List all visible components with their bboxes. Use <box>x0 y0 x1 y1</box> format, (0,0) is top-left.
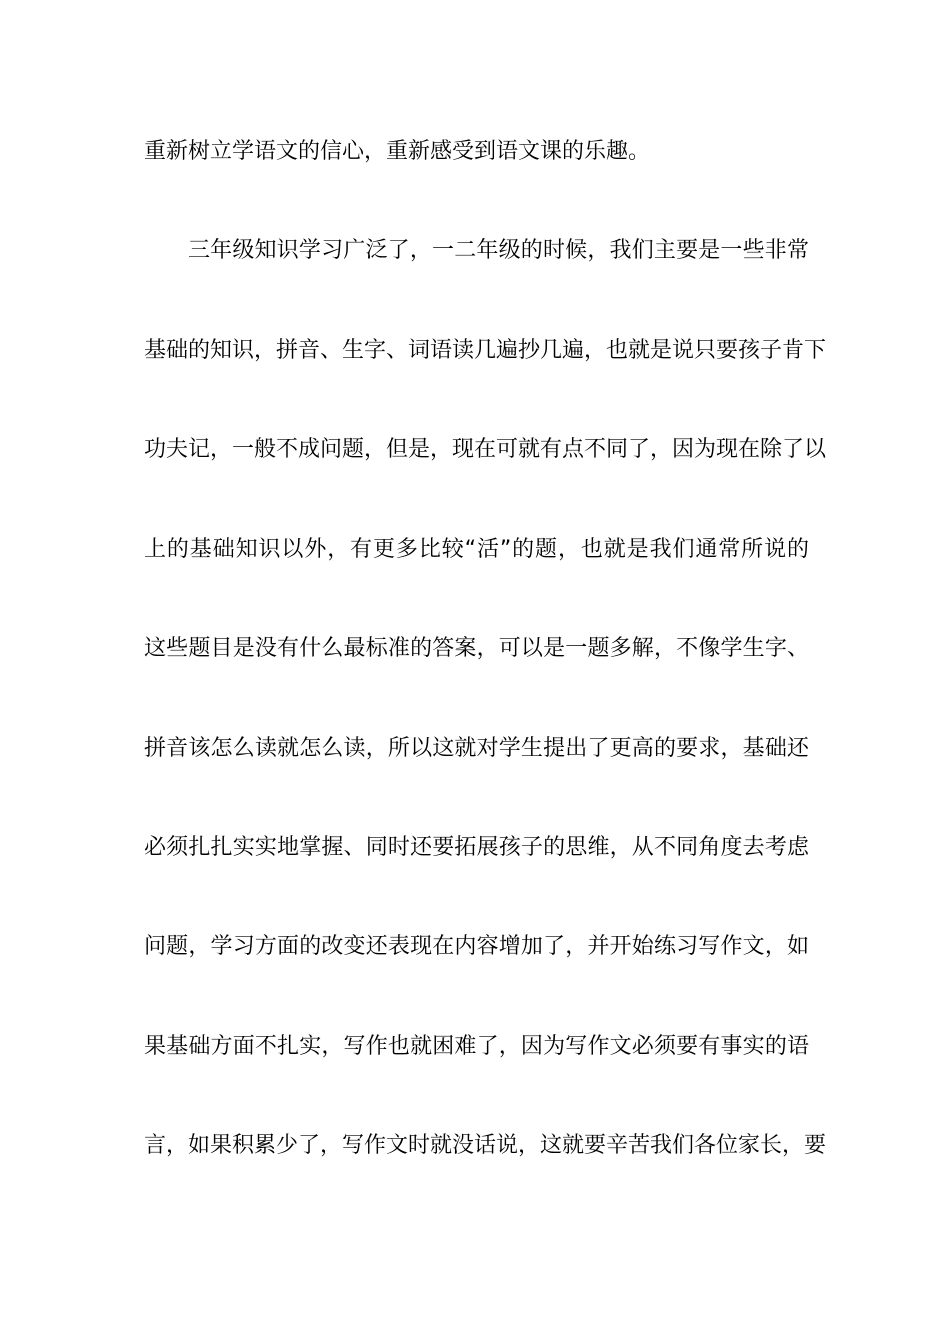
paragraph-line-3: 基础的知识，拼音、生字、词语读几遍抄几遍，也就是说只要孩子肯下 <box>144 338 827 363</box>
paragraph-line-10: 果基础方面不扎实，写作也就困难了，因为写作文必须要有事实的语 <box>144 1034 809 1059</box>
paragraph-line-11: 言，如果积累少了，写作文时就没话说，这就要辛苦我们各位家长，要 <box>144 1133 827 1158</box>
paragraph-line-6: 这些题目是没有什么最标准的答案，可以是一题多解，不像学生字、 <box>144 636 809 661</box>
paragraph-line-4: 功夫记，一般不成问题，但是，现在可就有点不同了，因为现在除了以 <box>144 437 827 462</box>
paragraph-line-9: 问题，学习方面的改变还表现在内容增加了，并开始练习写作文，如 <box>144 934 809 959</box>
paragraph-line-8: 必须扎扎实实地掌握、同时还要拓展孩子的思维，从不同角度去考虑 <box>144 835 809 860</box>
paragraph-line-2: 三年级知识学习广泛了，一二年级的时候，我们主要是一些非常 <box>188 238 809 263</box>
paragraph-line-5: 上的基础知识以外，有更多比较“活”的题，也就是我们通常所说的 <box>144 537 809 562</box>
paragraph-line-1: 重新树立学语文的信心，重新感受到语文课的乐趣。 <box>144 139 651 164</box>
paragraph-line-7: 拼音该怎么读就怎么读，所以这就对学生提出了更高的要求，基础还 <box>144 736 809 761</box>
